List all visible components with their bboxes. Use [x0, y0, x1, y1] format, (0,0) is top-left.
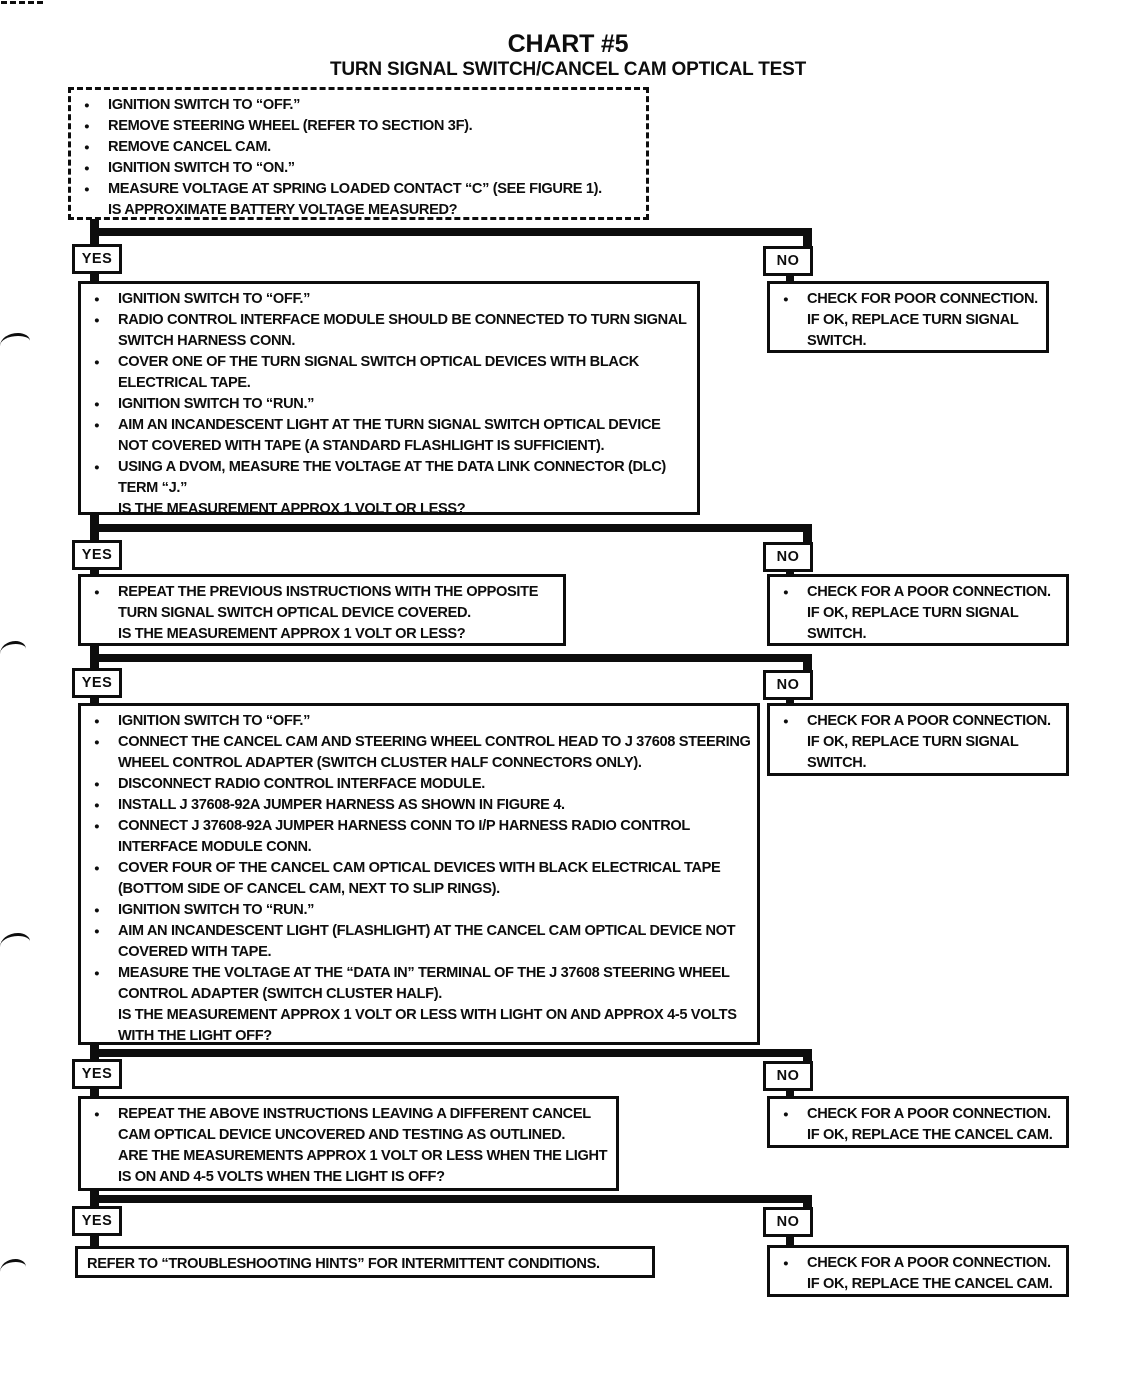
scan-artifact: [0, 933, 30, 947]
test-box-cancel-cam: [78, 703, 760, 1045]
bullet-icon: ●: [94, 737, 100, 748]
test-box-turn-signal: [78, 281, 700, 515]
repeat-opposite-box: [78, 574, 566, 646]
no-label: NO: [763, 1207, 813, 1237]
bullet-icon: ●: [783, 294, 789, 305]
connector-line: [90, 1049, 812, 1057]
bullet-icon: ●: [94, 779, 100, 790]
no-result-box: [767, 1245, 1069, 1297]
instruction-text: REPEAT THE ABOVE INSTRUCTIONS LEAVING A DIFFERENT CANCEL CAM OPTICAL DEVICE UNCOVERED AND TESTING AS OUTLINED.: [118, 1106, 591, 1143]
final-result-box: [75, 1246, 655, 1278]
instruction-text: RADIO CONTROL INTERFACE MODULE SHOULD BE CONNECTED TO TURN SIGNAL SWITCH HARNESS CONN.: [118, 312, 687, 349]
scan-artifact: [0, 1259, 26, 1272]
bullet-icon: ●: [783, 587, 789, 598]
instruction-text: DISCONNECT RADIO CONTROL INTERFACE MODULE.: [118, 776, 485, 792]
yes-label: YES: [72, 668, 122, 698]
bullet-icon: ●: [94, 462, 100, 473]
question-text: IS THE MEASUREMENT APPROX 1 VOLT OR LESS?: [118, 501, 466, 517]
result-text: CHECK FOR POOR CONNECTION. IF OK, REPLACE TURN SIGNAL SWITCH.: [807, 291, 1038, 349]
instruction-text: AIM AN INCANDESCENT LIGHT (FLASHLIGHT) AT THE CANCEL CAM OPTICAL DEVICE NOT COVERED WITH TAPE.: [118, 923, 736, 960]
result-text: CHECK FOR A POOR CONNECTION. IF OK, REPLACE THE CANCEL CAM.: [807, 1106, 1053, 1143]
instruction-text: COVER FOUR OF THE CANCEL CAM OPTICAL DEVICES WITH BLACK ELECTRICAL TAPE (BOTTOM SIDE OF CANCEL CAM, NEXT TO SLIP RINGS).: [118, 860, 721, 897]
connector-line: [90, 524, 812, 532]
bullet-icon: ●: [94, 863, 100, 874]
instruction-text: IGNITION SWITCH TO “OFF.”: [108, 97, 301, 113]
question-text: IS APPROXIMATE BATTERY VOLTAGE MEASURED?: [108, 202, 458, 218]
bullet-icon: ●: [84, 184, 90, 195]
question-text: ARE THE MEASUREMENTS APPROX 1 VOLT OR LESS WHEN THE LIGHT IS ON AND 4-5 VOLTS WHEN THE LIGHT IS OFF?: [118, 1148, 608, 1185]
bullet-icon: ●: [783, 1109, 789, 1120]
bullet-icon: ●: [94, 800, 100, 811]
question-text: IS THE MEASUREMENT APPROX 1 VOLT OR LESS WITH LIGHT ON AND APPROX 4-5 VOLTS WITH THE LIGHT OFF?: [118, 1007, 737, 1044]
scan-artifact: [0, 641, 26, 654]
question-text: IS THE MEASUREMENT APPROX 1 VOLT OR LESS?: [118, 626, 466, 642]
instruction-text: CONNECT J 37608-92A JUMPER HARNESS CONN TO I/P HARNESS RADIO CONTROL INTERFACE MODULE CONN.: [118, 818, 690, 855]
instruction-text: REPEAT THE PREVIOUS INSTRUCTIONS WITH THE OPPOSITE TURN SIGNAL SWITCH OPTICAL DEVICE COVERED.: [118, 584, 539, 621]
instruction-text: MEASURE THE VOLTAGE AT THE “DATA IN” TERMINAL OF THE J 37608 STEERING WHEEL CONTROL ADAPTER (SWITCH CLUSTER HALF).: [118, 965, 730, 1002]
connector-line: [90, 1195, 812, 1203]
bullet-icon: ●: [94, 968, 100, 979]
repeat-different-box: [78, 1096, 619, 1191]
result-text: REFER TO “TROUBLESHOOTING HINTS” FOR INTERMITTENT CONDITIONS.: [87, 1256, 600, 1272]
instruction-text: IGNITION SWITCH TO “OFF.”: [118, 713, 311, 729]
page-subtitle: TURN SIGNAL SWITCH/CANCEL CAM OPTICAL TEST: [329, 59, 807, 80]
bullet-icon: ●: [94, 587, 100, 598]
no-label: NO: [763, 670, 813, 700]
no-result-box: [767, 281, 1049, 353]
bullet-icon: ●: [94, 294, 100, 305]
instruction-text: IGNITION SWITCH TO “RUN.”: [118, 396, 315, 412]
bullet-icon: ●: [84, 121, 90, 132]
connector-line: [90, 654, 812, 662]
instruction-text: REMOVE CANCEL CAM.: [108, 139, 271, 155]
page-title: CHART #5: [507, 30, 629, 58]
instruction-text: USING A DVOM, MEASURE THE VOLTAGE AT THE DATA LINK CONNECTOR (DLC) TERM “J.”: [118, 459, 666, 496]
no-label: NO: [763, 1061, 813, 1091]
no-result-box: [767, 703, 1069, 776]
no-label: NO: [763, 542, 813, 572]
instruction-text: REMOVE STEERING WHEEL (REFER TO SECTION 3F).: [108, 118, 473, 134]
bullet-icon: ●: [783, 716, 789, 727]
bullet-icon: ●: [84, 163, 90, 174]
yes-label: YES: [72, 1059, 122, 1089]
instruction-text: IGNITION SWITCH TO “ON.”: [108, 160, 295, 176]
yes-label: YES: [72, 540, 122, 570]
bullet-icon: ●: [94, 716, 100, 727]
instruction-text: COVER ONE OF THE TURN SIGNAL SWITCH OPTICAL DEVICES WITH BLACK ELECTRICAL TAPE.: [118, 354, 639, 391]
no-result-box: [767, 1096, 1069, 1148]
instruction-text: CONNECT THE CANCEL CAM AND STEERING WHEEL CONTROL HEAD TO J 37608 STEERING WHEEL CONTROL ADAPTER (SWITCH CLUSTER HALF CONNECTORS ONLY).: [118, 734, 751, 771]
yes-label: YES: [72, 244, 122, 274]
instruction-text: INSTALL J 37608-92A JUMPER HARNESS AS SHOWN IN FIGURE 4.: [118, 797, 565, 813]
scan-artifact: [1, 1, 43, 4]
bullet-icon: ●: [783, 1258, 789, 1269]
result-text: CHECK FOR A POOR CONNECTION. IF OK, REPLACE TURN SIGNAL SWITCH.: [807, 713, 1051, 771]
bullet-icon: ●: [84, 100, 90, 111]
result-text: CHECK FOR A POOR CONNECTION. IF OK, REPLACE THE CANCEL CAM.: [807, 1255, 1053, 1292]
instruction-text: MEASURE VOLTAGE AT SPRING LOADED CONTACT “C” (SEE FIGURE 1).: [108, 181, 602, 197]
bullet-icon: ●: [84, 142, 90, 153]
bullet-icon: ●: [94, 420, 100, 431]
yes-label: YES: [72, 1206, 122, 1236]
start-box: [68, 87, 649, 220]
bullet-icon: ●: [94, 315, 100, 326]
no-result-box: [767, 574, 1069, 646]
connector-line: [90, 1089, 99, 1096]
instruction-text: AIM AN INCANDESCENT LIGHT AT THE TURN SIGNAL SWITCH OPTICAL DEVICE NOT COVERED WITH TAPE (A STANDARD FLASHLIGHT IS SUFFICIENT).: [118, 417, 661, 454]
bullet-icon: ●: [94, 821, 100, 832]
bullet-icon: ●: [94, 926, 100, 937]
instruction-text: IGNITION SWITCH TO “OFF.”: [118, 291, 311, 307]
scan-artifact: [0, 333, 30, 346]
instruction-text: IGNITION SWITCH TO “RUN.”: [118, 902, 315, 918]
connector-line: [90, 228, 812, 236]
no-label: NO: [763, 246, 813, 276]
bullet-icon: ●: [94, 357, 100, 368]
result-text: CHECK FOR A POOR CONNECTION. IF OK, REPLACE TURN SIGNAL SWITCH.: [807, 584, 1051, 642]
bullet-icon: ●: [94, 905, 100, 916]
connector-line: [90, 1236, 99, 1246]
bullet-icon: ●: [94, 399, 100, 410]
bullet-icon: ●: [94, 1109, 100, 1120]
